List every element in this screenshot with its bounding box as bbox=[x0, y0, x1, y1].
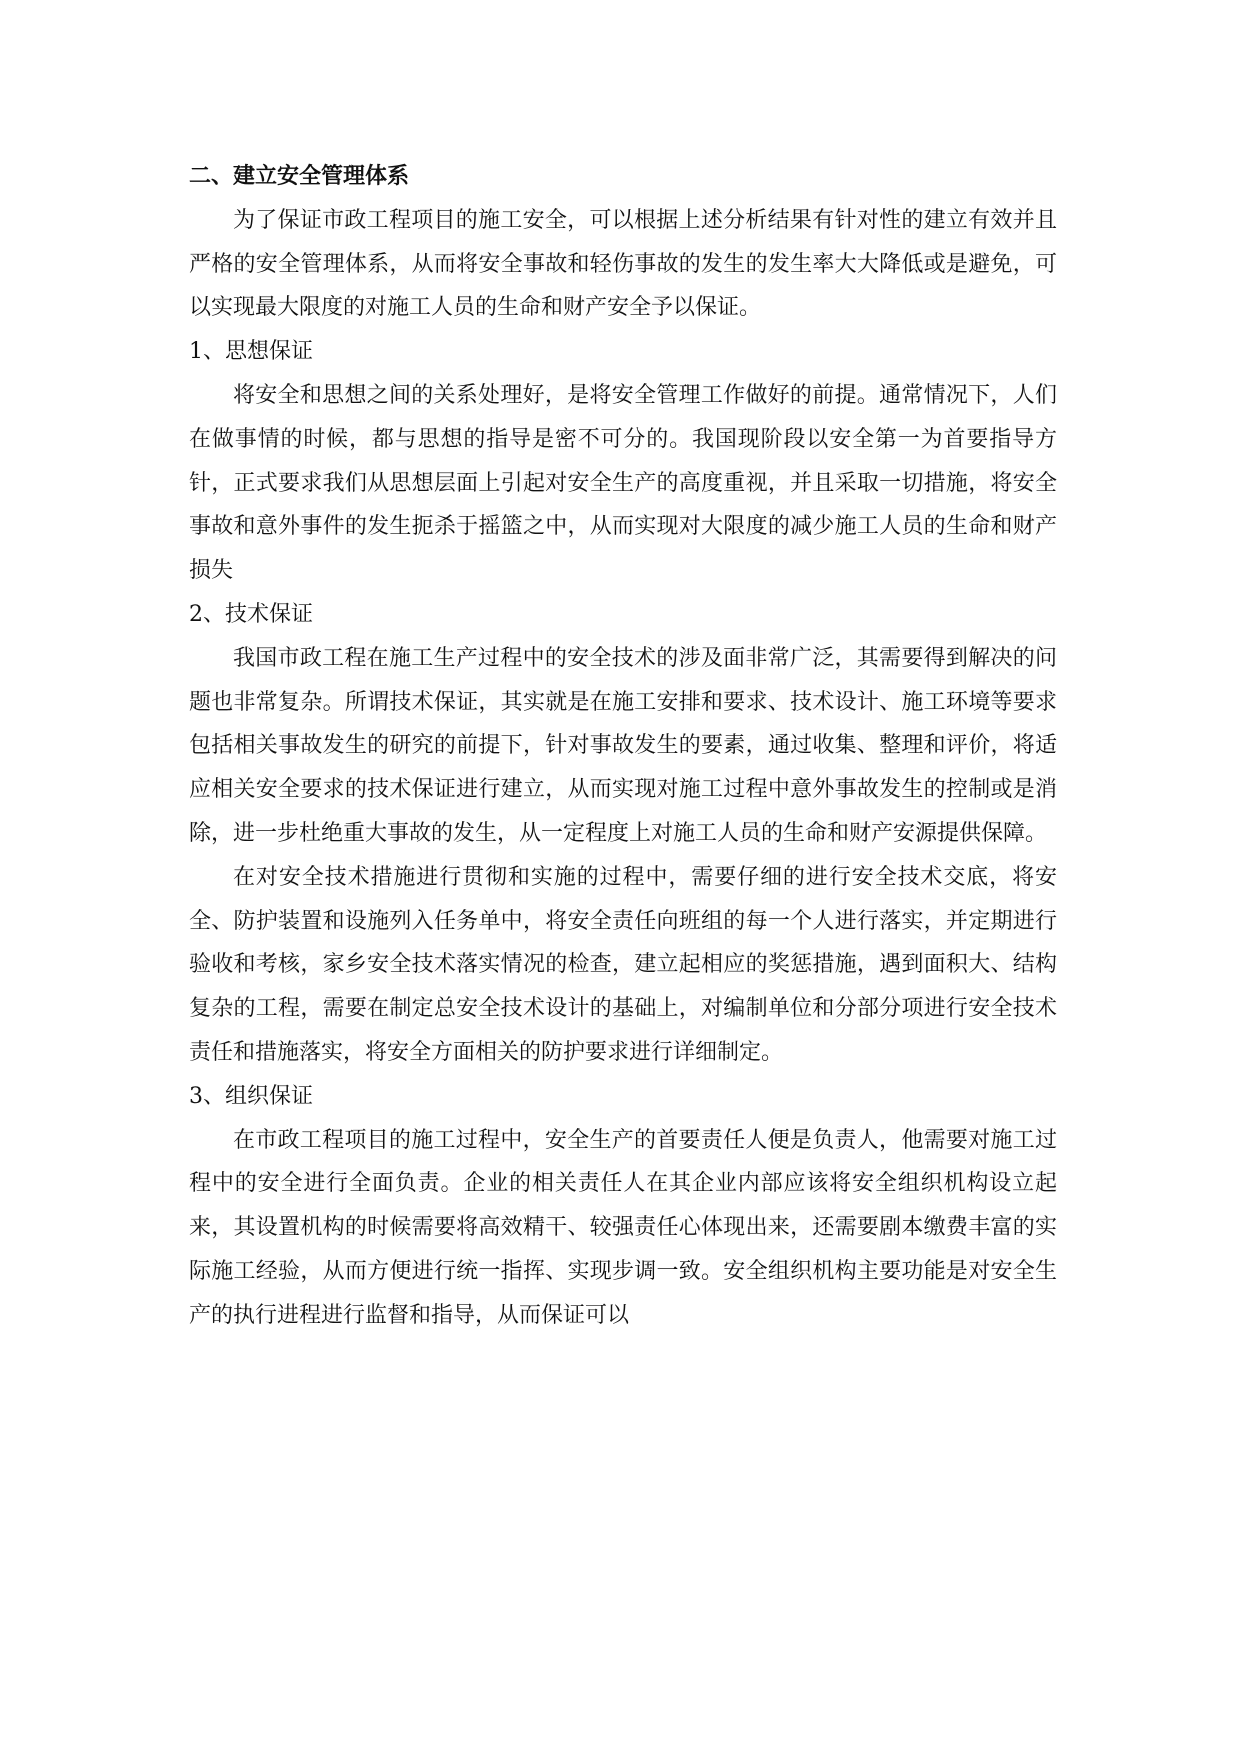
paragraph-technology-1: 我国市政工程在施工生产过程中的安全技术的涉及面非常广泛，其需要得到解决的问题也非常复杂。所谓技术保证，其实就是在施工安排和要求、技术设计、施工环境等要求包括相关事故发生的研究的前提下，针对事故发生的要素，通过收集、整理和评价，将适应相关安全要求的技术保证进行建立，从而实现对施工过程中意外事故发生的控制或是消除，进一步杜绝重大事故的发生，从一定程度上对施工人员的生命和财产安源提供保障。 bbox=[189, 645, 1057, 846]
paragraph-organization: 在市政工程项目的施工过程中，安全生产的首要责任人便是负责人，他需要对施工过程中的安全进行全面负责。企业的相关责任人在其企业内部应该将安全组织机构设立起来，其设置机构的时候需要将高效精干、较强责任心体现出来，还需要剧本缴费丰富的实际施工经验，从而方便进行统一指挥、实现步调一致。安全组织机构主要功能是对安全生产的执行进程进行监督和指导，从而保证可以 bbox=[189, 1127, 1057, 1328]
section-intro-paragraph: 为了保证市政工程项目的施工安全，可以根据上述分析结果有针对性的建立有效并且严格的安全管理体系，从而将安全事故和轻伤事故的发生的发生率大大降低或是避免，可以实现最大限度的对施工人员的生命和财产安全予以保证。 bbox=[189, 207, 1057, 321]
paragraph-technology-2: 在对安全技术措施进行贯彻和实施的过程中，需要仔细的进行安全技术交底，将安全、防护装置和设施列入任务单中，将安全责任向班组的每一个人进行落实，并定期进行验收和考核，家乡安全技术落实情况的检查，建立起相应的奖惩措施，遇到面积大、结构复杂的工程，需要在制定总安全技术设计的基础上，对编制单位和分部分项进行安全技术责任和措施落实，将安全方面相关的防护要求进行详细制定。 bbox=[189, 864, 1057, 1065]
paragraph-thought: 将安全和思想之间的关系处理好，是将安全管理工作做好的前提。通常情况下，人们在做事情的时候，都与思想的指导是密不可分的。我国现阶段以安全第一为首要指导方针，正式要求我们从思想层面上引起对安全生产的高度重视，并且采取一切措施，将安全事故和意外事件的发生扼杀于摇篮之中，从而实现对大限度的减少施工人员的生命和财产损失 bbox=[189, 382, 1057, 584]
subsection-heading-organization: 3、组织保证 bbox=[189, 1083, 313, 1109]
document-body bbox=[189, 155, 1057, 1338]
subsection-heading-thought: 1、思想保证 bbox=[189, 339, 313, 365]
section-title: 二、建立安全管理体系 bbox=[189, 163, 410, 189]
subsection-heading-technology: 2、技术保证 bbox=[189, 601, 313, 627]
